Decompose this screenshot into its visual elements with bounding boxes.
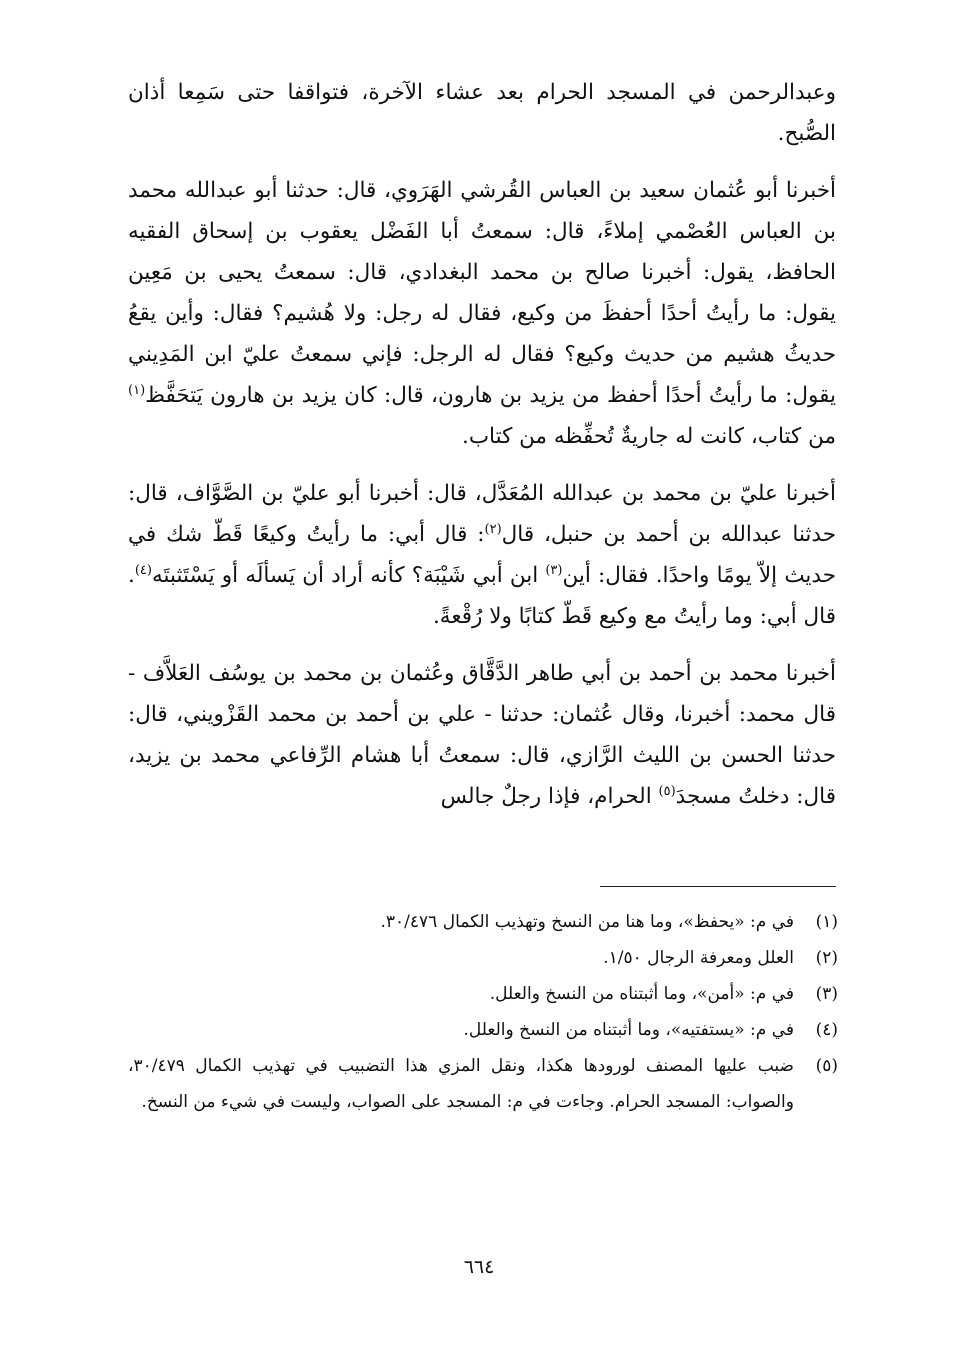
footnote-marker: (٢) — [484, 521, 502, 537]
footnote — [128, 904, 838, 940]
paragraph — [128, 170, 836, 457]
footnote-number: (٤) — [815, 1020, 838, 1040]
footnote-number: (٥) — [815, 1056, 838, 1076]
text-segment: الحرام، فإذا رجلٌ جالس — [440, 784, 659, 809]
text-segment: : قال أبي: ما رأيتُ وكيعًا قَطّ شك في حديث إلاّ يومًا واحدًا. فقال: أين — [128, 522, 836, 588]
footnote-text: في م: «يحفظ»، وما هنا من النسخ وتهذيب الكمال ٣٠/٤٧٦. — [380, 912, 794, 932]
footnote-marker: (٣) — [545, 562, 563, 578]
footnote-number: (٣) — [815, 984, 838, 1004]
footnote-text: ضبب عليها المصنف لورودها هكذا، ونقل المزي هذا التضبيب في تهذيب الكمال ٣٠/٤٧٩، والصواب: المسجد الحرام. وجاءت في م: المسجد على الصواب، وليست في شيء من النسخ. — [128, 1056, 794, 1112]
footnote-number: (١) — [815, 912, 838, 932]
footnote-text: العلل ومعرفة الرجال ١/٥٠. — [603, 948, 794, 968]
paragraph — [128, 473, 836, 637]
footnote-number: (٢) — [815, 948, 838, 968]
text-segment: أخبرنا محمد بن أحمد بن أبي طاهر الدَّقَّاق وعُثمان بن محمد بن يوسُف العَلاَّف - قال محمد: أخبرنا، وقال عُثمان: حدثنا - علي بن أحمد بن محمد القَزْويني، قال: حدثنا الحسن بن الليث الرَّازي، قال: سمعتُ أبا هشام الرِّفاعي محمد بن يزيد، قال: دخلتُ مسجدَ — [128, 661, 836, 809]
footnote-marker: (١) — [128, 382, 146, 398]
text-segment: . قال أبي: وما رأيتُ مع وكيع قَطّ كتابًا ولا رُقْعةً. — [128, 563, 836, 629]
main-text — [128, 72, 836, 833]
footnote-marker: (٤) — [134, 562, 152, 578]
footnote — [128, 1012, 838, 1048]
page-number: ٦٦٤ — [463, 1256, 495, 1278]
text-segment: وعبدالرحمن في المسجد الحرام بعد عشاء الآخرة، فتواقفا حتى سَمِعا أذان الصُّبح. — [128, 80, 836, 146]
footnote-text: في م: «يستفتيه»، وما أثبتناه من النسخ والعلل. — [463, 1020, 794, 1040]
text-segment: أخبرنا عليّ بن محمد بن عبدالله المُعَدَّل، قال: أخبرنا أبو عليّ بن الصَّوَّاف، قال: حدثنا عبدالله بن أحمد بن حنبل، قال — [128, 481, 836, 547]
footnotes — [128, 904, 838, 1120]
footnote-text: في م: «أمن»، وما أثبتناه من النسخ والعلل. — [489, 984, 794, 1004]
footnote — [128, 976, 838, 1012]
footnote — [128, 940, 838, 976]
paragraph — [128, 72, 836, 154]
footnote-separator — [600, 886, 836, 887]
paragraph — [128, 653, 836, 817]
text-segment: أخبرنا أبو عُثمان سعيد بن العباس القُرشي الهَرَوي، قال: حدثنا أبو عبدالله محمد بن العباس العُصْمي إملاءً، قال: سمعتُ أبا الفَضْل يعقوب بن إسحاق الفقيه الحافظ، يقول: أخبرنا صالح بن محمد البغدادي، قال: سمعتُ يحيى بن مَعِين يقول: ما رأيتُ أحدًا أحفظَ من وكيع، فقال له رجل: ولا هُشيم؟ فقال: وأين يقعُ حديثُ هشيم من حديث وكيع؟ فقال له الرجل: فإني سمعتُ عليّ ابن المَدِيني يقول: ما رأيتُ أحدًا أحفظ من يزيد بن هارون، قال: كان يزيد بن هارون يَتحَفَّظ — [128, 178, 836, 408]
text-segment: من كتاب، كانت له جاريةٌ تُحفِّظه من كتاب. — [461, 424, 836, 449]
footnote-marker: (٥) — [658, 783, 676, 799]
footnote — [128, 1048, 838, 1120]
text-segment: ابن أبي شَيْبَة؟ كأنه أراد أن يَسألَه أو يَسْتَثبتَه — [151, 563, 546, 588]
